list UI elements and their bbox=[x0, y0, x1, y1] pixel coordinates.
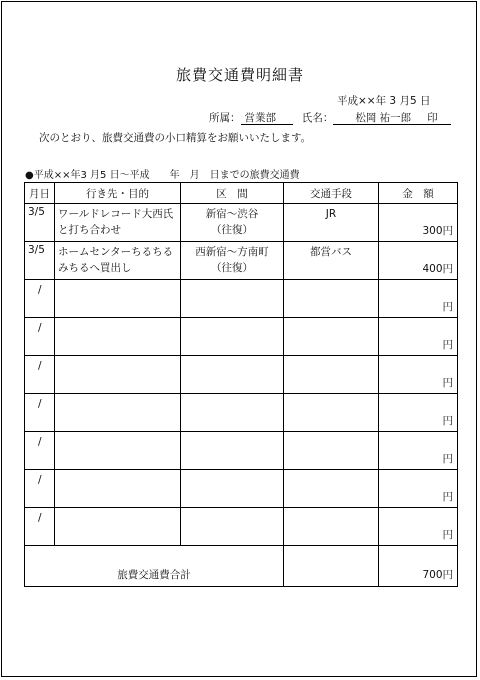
amount-text: 円 bbox=[442, 377, 453, 389]
row-section bbox=[181, 318, 284, 356]
date-slash: / bbox=[38, 284, 42, 296]
table-row bbox=[25, 356, 458, 394]
row-date bbox=[25, 280, 55, 318]
table-row bbox=[25, 470, 458, 508]
period-line: ●平成××年3 月5 日～平成 年 月 日までの旅費交通費 bbox=[25, 170, 300, 181]
seal-mark: 印 bbox=[427, 112, 438, 124]
document-title: 旅費交通費明細書 bbox=[175, 66, 304, 84]
row-amount bbox=[379, 318, 458, 356]
header-date: 月日 bbox=[25, 183, 55, 204]
row-transport bbox=[284, 318, 379, 356]
table-row bbox=[25, 242, 458, 280]
row-date bbox=[25, 470, 55, 508]
row-date bbox=[25, 508, 55, 546]
date-slash: / bbox=[38, 398, 42, 410]
header-transport: 交通手段 bbox=[284, 183, 379, 204]
row-transport bbox=[284, 432, 379, 470]
row-date: 3/5 bbox=[25, 204, 55, 242]
date-slash: / bbox=[38, 474, 42, 486]
row-amount bbox=[379, 356, 458, 394]
row-amount bbox=[379, 394, 458, 432]
row-transport bbox=[284, 470, 379, 508]
affiliation-line bbox=[209, 110, 451, 125]
header-section: 区 間 bbox=[181, 183, 284, 204]
row-date bbox=[25, 432, 55, 470]
amount-text: 400円 bbox=[422, 263, 453, 275]
total-amount: 700円 bbox=[379, 546, 458, 587]
row-section bbox=[181, 508, 284, 546]
date-slash: / bbox=[38, 436, 42, 448]
row-amount bbox=[379, 242, 458, 280]
table-row bbox=[25, 432, 458, 470]
row-amount bbox=[379, 470, 458, 508]
section-text: 新宿～渋谷 （往復） bbox=[205, 208, 259, 236]
row-date bbox=[25, 356, 55, 394]
row-destination bbox=[55, 432, 181, 470]
row-section bbox=[181, 432, 284, 470]
document-date: 平成××年 3 月5 日 bbox=[337, 95, 431, 107]
table-row bbox=[25, 508, 458, 546]
row-transport: 都営バス bbox=[284, 242, 379, 280]
row-destination: ワールドレコード大西氏と打ち合わせ bbox=[55, 204, 181, 242]
amount-text: 円 bbox=[442, 339, 453, 351]
amount-text: 円 bbox=[442, 491, 453, 503]
dept-label: 所属： bbox=[209, 112, 241, 124]
row-destination bbox=[55, 356, 181, 394]
row-destination bbox=[55, 280, 181, 318]
row-transport bbox=[284, 394, 379, 432]
date-slash: / bbox=[38, 360, 42, 372]
name-text: 松岡 祐一郎 bbox=[355, 112, 412, 124]
expense-table bbox=[24, 182, 458, 587]
amount-text: 円 bbox=[442, 453, 453, 465]
row-amount bbox=[379, 432, 458, 470]
row-section bbox=[181, 394, 284, 432]
total-spacer bbox=[284, 546, 379, 587]
name-label: 氏名： bbox=[301, 112, 334, 124]
amount-text: 円 bbox=[442, 301, 453, 313]
table-row bbox=[25, 318, 458, 356]
table-row bbox=[25, 280, 458, 318]
request-text: 次のとおり、旅費交通費の小口精算をお願いいたします。 bbox=[39, 132, 312, 144]
row-date bbox=[25, 394, 55, 432]
name-value bbox=[333, 112, 451, 125]
row-section bbox=[181, 280, 284, 318]
row-destination: ホームセンターちるちるみちるへ買出し bbox=[55, 242, 181, 280]
row-transport bbox=[284, 280, 379, 318]
row-transport bbox=[284, 508, 379, 546]
amount-text: 円 bbox=[442, 529, 453, 541]
row-amount bbox=[379, 204, 458, 242]
row-date: 3/5 bbox=[25, 242, 55, 280]
row-transport bbox=[284, 356, 379, 394]
row-section bbox=[181, 356, 284, 394]
date-slash: / bbox=[38, 512, 42, 524]
table-row bbox=[25, 394, 458, 432]
row-amount bbox=[379, 508, 458, 546]
row-destination bbox=[55, 318, 181, 356]
row-section bbox=[181, 242, 284, 280]
section-text: 西新宿～方南町 （往復） bbox=[195, 246, 269, 274]
table-header-row bbox=[25, 183, 458, 204]
total-row bbox=[25, 546, 458, 587]
row-date bbox=[25, 318, 55, 356]
dept-value: 営業部 bbox=[241, 112, 293, 125]
row-amount bbox=[379, 280, 458, 318]
row-destination bbox=[55, 470, 181, 508]
total-label: 旅費交通費合計 bbox=[25, 546, 284, 587]
amount-text: 300円 bbox=[422, 225, 453, 237]
table-row bbox=[25, 204, 458, 242]
row-transport: JR bbox=[284, 204, 379, 242]
amount-text: 円 bbox=[442, 415, 453, 427]
date-slash: / bbox=[38, 322, 42, 334]
row-section bbox=[181, 470, 284, 508]
header-amount: 金 額 bbox=[379, 183, 458, 204]
row-destination bbox=[55, 508, 181, 546]
header-destination: 行き先・目的 bbox=[55, 183, 181, 204]
row-destination bbox=[55, 394, 181, 432]
row-section bbox=[181, 204, 284, 242]
